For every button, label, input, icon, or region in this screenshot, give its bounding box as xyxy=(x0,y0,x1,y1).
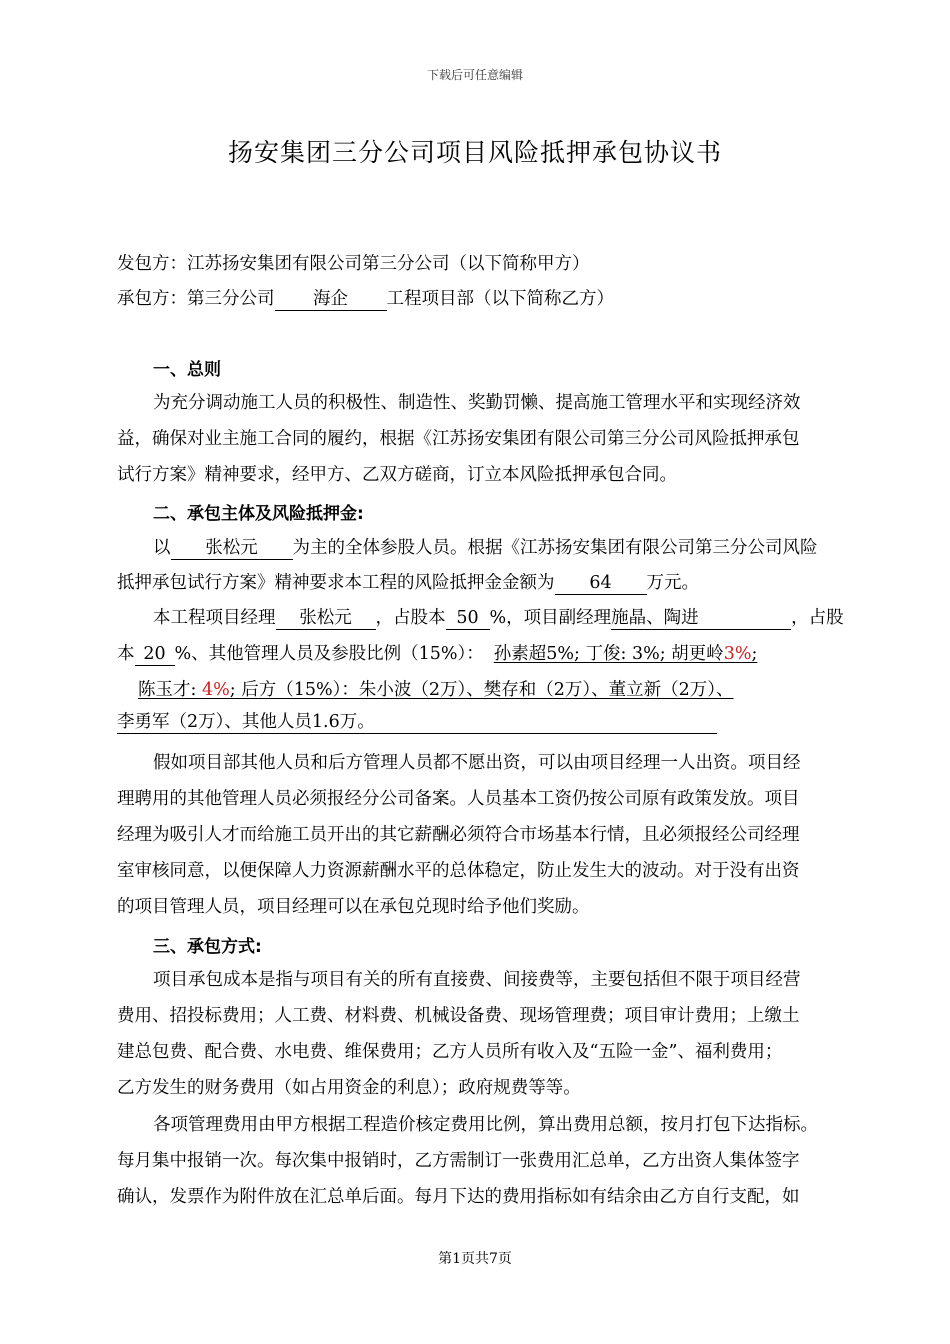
other-staff-list xyxy=(494,644,758,664)
section2-para2-line2 xyxy=(117,640,879,666)
deputy-share-label: ，占股 xyxy=(791,608,844,628)
section1-heading: 一、总则 xyxy=(153,360,221,380)
section2-heading: 二、承包主体及风险抵押金: xyxy=(153,504,364,524)
contractor-project-blank: 海企 xyxy=(275,289,387,311)
section3-para2-line3: 确认，发票作为附件放在汇总单后面。每月下达的费用指标如有结余由乙方自行支配，如 xyxy=(117,1187,800,1207)
contractor-line xyxy=(117,285,879,311)
share-prefix: 本 xyxy=(117,644,135,664)
share-label: ，占股本 xyxy=(375,608,446,628)
para1-prefix: 以 xyxy=(153,538,171,558)
other-staff-end: ; xyxy=(751,644,758,664)
deputy-label: %，项目副经理 xyxy=(489,608,612,628)
section1-line2: 益，确保对业主施工合同的履约，根据《江苏扬安集团有限公司第三分公司风险抵押承包 xyxy=(117,429,800,449)
section3-para1-line4: 乙方发生的财务费用（如占用资金的利息）；政府规费等等。 xyxy=(117,1078,581,1098)
section3-para2-line1: 各项管理费用由甲方根据工程造价核定费用比例，算出费用总额，按月打包下达指标。 xyxy=(153,1115,818,1135)
section2-para3-line4: 室审核同意，以便保障人力资源薪酬水平的总体稳定，防止发生大的波动。对于没有出资 xyxy=(117,861,800,881)
other-staff-label: %、其他管理人员及参股比例（15%）： xyxy=(174,644,484,664)
section2-para3-line5: 的项目管理人员，项目经理可以在承包兑现时给予他们奖励。 xyxy=(117,897,590,917)
manager-share: 50 xyxy=(446,608,490,630)
issuer-text: 江苏扬安集团有限公司第三分公司（以下简称甲方） xyxy=(187,254,590,274)
document-title: 扬安集团三分公司项目风险抵押承包协议书 xyxy=(227,138,722,167)
section3-para2-line2: 每月集中报销一次。每次集中报销时，乙方需制订一张费用汇总单，乙方出资人集体签字 xyxy=(117,1151,800,1171)
section2-para3-line3: 经理为吸引人才而给施工员开出的其它薪酬必须符合市场基本行情，且必须报经公司经理 xyxy=(117,825,800,845)
section2-para3-line1: 假如项目部其他人员和后方管理人员都不愿出资，可以由项目经理一人出资。项目经 xyxy=(153,753,801,773)
page-footer: 第1页共7页 xyxy=(438,1251,512,1267)
deposit-amount: 64 xyxy=(555,573,647,595)
section2-para2-line3 xyxy=(138,676,900,701)
header-note: 下载后可任意编辑 xyxy=(426,68,523,82)
section3-para1-line2: 费用、招投标费用；人工费、材料费、机械设备费、现场管理费；项目审计费用；上缴土 xyxy=(117,1006,800,1026)
section1-line1: 为充分调动施工人员的积极性、制造性、奖勤罚懒、提高施工管理水平和实现经济效 xyxy=(153,393,801,413)
contractor-label: 承包方： xyxy=(117,289,187,309)
section3-heading: 三、承包方式: xyxy=(153,937,262,957)
other-staff-red-share: 3% xyxy=(723,644,752,664)
contractor-suffix: 工程项目部（以下简称乙方） xyxy=(386,289,614,309)
issuer-label: 发包方： xyxy=(117,254,187,274)
section2-para1-line1 xyxy=(153,534,879,560)
other-staff-names: 孙素超5%; 丁俊: 3%; 胡更岭 xyxy=(493,644,724,664)
section2-para1-line2 xyxy=(117,569,879,595)
manager-name: 张松元 xyxy=(276,608,376,630)
manager-label: 本工程项目经理 xyxy=(153,608,276,628)
main-contractor-name: 张松元 xyxy=(171,538,293,560)
contractor-prefix: 第三分公司 xyxy=(187,289,275,309)
deputy-names: 施晶、陶进 xyxy=(611,608,791,630)
section3-para1-line3: 建总包费、配合费、水电费、维保费用；乙方人员所有收入及“五险一金”、福利费用； xyxy=(117,1042,783,1062)
staff-chen: 陈玉才: xyxy=(138,680,202,700)
section2-para2-line1 xyxy=(153,604,915,630)
backoffice-list: ; 后方（15%）：朱小波（2万）、樊存和（2万）、董立新（2万）、 xyxy=(229,680,734,700)
section3-para1-line1: 项目承包成本是指与项目有关的所有直接费、间接费等，主要包括但不限于项目经营 xyxy=(153,970,801,990)
backoffice-list-end: 李勇军（2万）、其他人员1.6万。 xyxy=(117,712,717,734)
section2-para2-line4 xyxy=(117,712,879,734)
issuer-line xyxy=(117,250,879,275)
deposit-text: 抵押承包试行方案》精神要求本工程的风险抵押金金额为 xyxy=(117,573,555,593)
para1-text: 为主的全体参股人员。根据《江苏扬安集团有限公司第三分公司风险 xyxy=(292,538,818,558)
deposit-unit: 万元。 xyxy=(646,573,699,593)
deputy-share: 20 xyxy=(135,644,175,666)
section1-line3: 试行方案》精神要求，经甲方、乙双方磋商，订立本风险抵押承包合同。 xyxy=(117,465,677,485)
section2-para3-line2: 理聘用的其他管理人员必须报经分公司备案。人员基本工资仍按公司原有政策发放。项目 xyxy=(117,789,800,809)
staff-chen-share: 4% xyxy=(201,680,230,700)
